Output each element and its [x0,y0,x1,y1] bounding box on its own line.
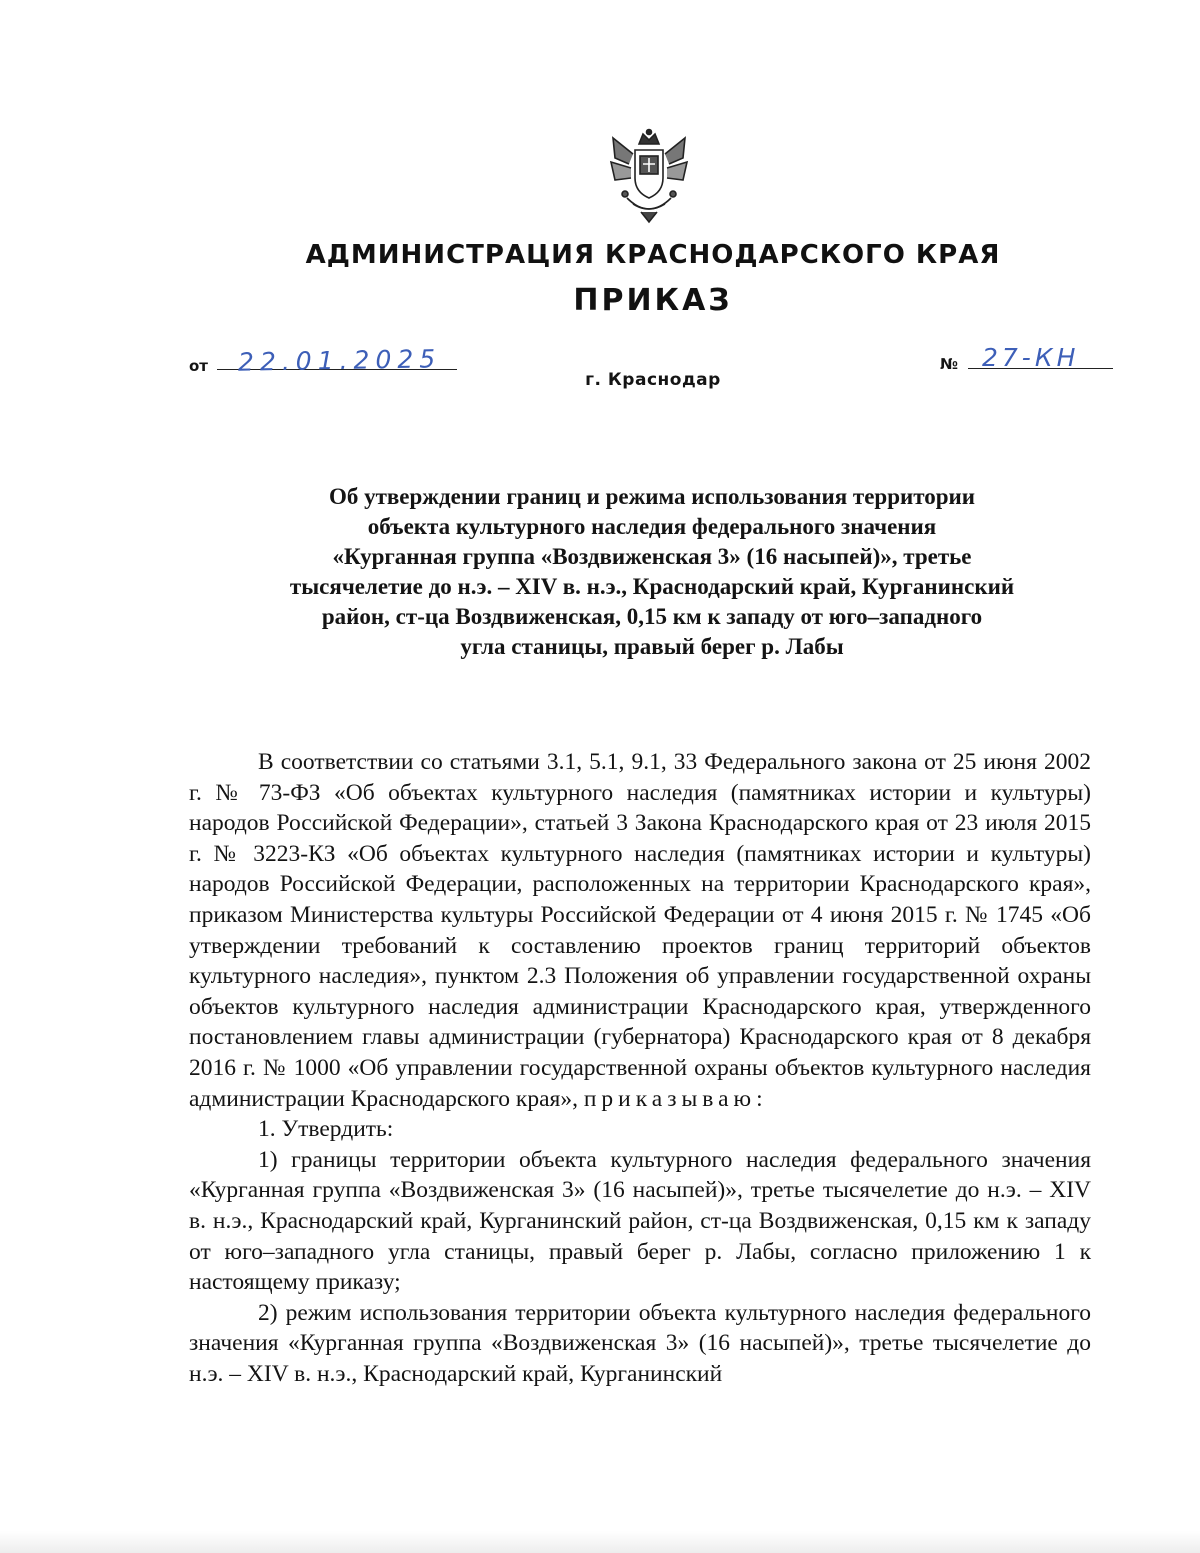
order-word: приказываю: [583,1085,768,1112]
scan-edge-shade [0,1531,1200,1553]
organization-title: АДМИНИСТРАЦИЯ КРАСНОДАРСКОГО КРАЯ [305,240,1001,270]
item-1-1: 1) границы территории объекта культурного наследия федерального значения «Курганная группа «Воздвиженская 3» (16 насыпей)», третье тысячелетие до н.э. – XIV в. н.э., Краснодарский край, Курганинский район, ст-ца Воздвиженская, 0,15 км к западу от юго–западного угла станицы, правый берег р. Лабы, согласно приложению 1 к настоящему приказу; [189,1146,1091,1296]
item-1-2: 2) режим использования территории объекта культурного наследия федерального значения «Курганная группа «Воздвиженская 3» (16 насыпей)», третье тысячелетие до н.э. – XIV в. н.э., Краснодарский край, Курганинский [189,1299,1091,1387]
coat-of-arms-icon [607,128,691,224]
date-label: от [189,357,208,375]
title-line: «Курганная группа «Воздвиженская 3» (16 насыпей)», третье [332,544,972,569]
title-line: район, ст-ца Воздвиженская, 0,15 км к западу от юго–западного [321,604,983,629]
document-type: ПРИКАЗ [573,283,733,318]
number-label: № [940,355,959,373]
order-body [189,747,1091,1389]
preamble-paragraph [189,747,1091,1114]
preamble-text: В соответствии со статьями 3.1, 5.1, 9.1, 33 Федерального закона от 25 июня 2002 г. № 73-ФЗ «Об объектах культурного наследия (памятниках истории и культуры) народов Российской Федерации», статьей 3 Закона Краснодарского края от 23 июля 2015 г. № 3223-КЗ «Об объектах культурного наследия (памятниках истории и культуры) народов Российской Федерации, расположенных на территории Краснодарского края», приказом Министерства культуры Российской Федерации от 4 июня 2015 г. № 1745 «Об утверждении требований к составлению проектов границ территорий объектов культурного наследия», пунктом 2.3 Положения об управлении государственной охраны объектов культурного наследия администрации Краснодарского края, утвержденного постановлением главы администрации (губернатора) Краснодарского края от 8 декабря 2016 г. № 1000 «Об управлении государственной охраны объектов культурного наследия администрации Краснодарского края», [189,749,1091,1112]
item-1: 1. Утвердить: [258,1116,394,1143]
title-line: угла станицы, правый берег р. Лабы [460,634,844,659]
title-line: Об утверждении границ и режима использования территории [328,484,976,509]
title-line: тысячелетие до н.э. – XIV в. н.э., Краснодарский край, Курганинский [289,574,1015,599]
date-value: 22.01.2025 [237,344,442,377]
number-value: 27-КН [982,343,1080,372]
order-title [190,482,1114,662]
title-line: объекта культурного наследия федерального значения [367,514,937,539]
city-label: г. Краснодар [585,370,721,390]
